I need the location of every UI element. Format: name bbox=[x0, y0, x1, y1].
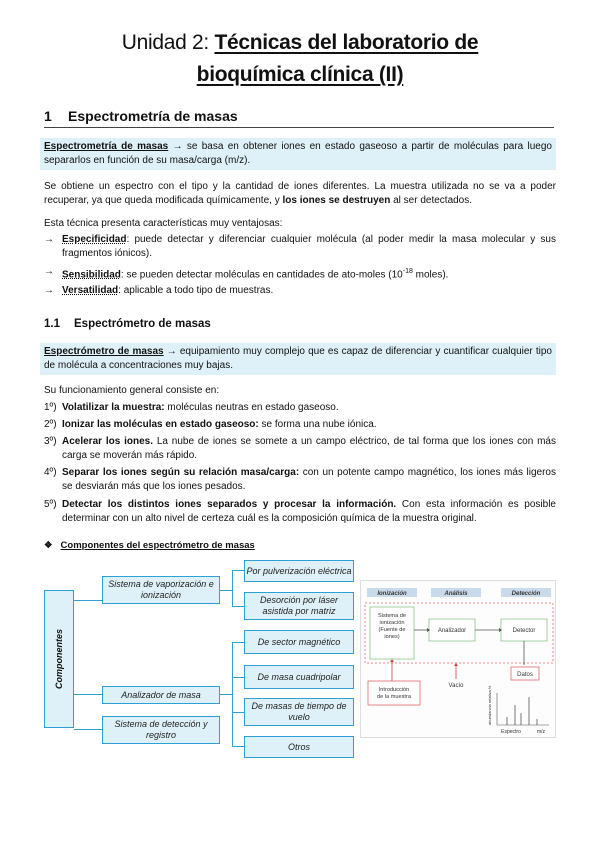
y-axis-label: abundancia relativa % bbox=[487, 685, 492, 725]
doc-title-line2 bbox=[0, 60, 600, 90]
arrow-head bbox=[454, 663, 458, 666]
bullet-arrow: → bbox=[44, 234, 54, 245]
step-term: Ionizar las moléculas en estado gaseoso: bbox=[62, 419, 259, 430]
mass-spec-figure bbox=[360, 580, 556, 738]
definition-term: Espectrometría de masas bbox=[44, 141, 169, 152]
definition-box bbox=[40, 138, 556, 170]
step-term: Acelerar los iones. bbox=[62, 436, 154, 447]
title-main-2: bioquímica clínica (II) bbox=[196, 63, 404, 86]
superscript: -18 bbox=[402, 268, 413, 275]
mz-label: m/z bbox=[536, 729, 546, 735]
connector bbox=[74, 600, 102, 601]
phase-label: Detección bbox=[511, 591, 541, 597]
para-text: Se obtiene un espectro con el tipo y la cantidad de iones diferentes. La muestra utilizada no se va a poder recuperar, ya que queda modificada químicamente, y bbox=[44, 181, 556, 206]
definition-term: Espectrómetro de masas bbox=[44, 346, 164, 357]
connector bbox=[232, 642, 233, 746]
step-item bbox=[44, 401, 556, 415]
bullet-arrow: → bbox=[44, 285, 54, 296]
subsection-heading bbox=[44, 318, 211, 330]
root-label: Componentes bbox=[54, 628, 64, 690]
definition-text: → equipamiento muy complejo que es capaz de diferenciar y cuantificar cualquier tipo de molécula a concentraciones muy bajas. bbox=[44, 346, 552, 371]
group-node: Sistema de vaporización e ionización bbox=[102, 576, 220, 604]
step-text: con un potente campo magnético, los iones más ligeros se desviarán más que los iones pesados. bbox=[62, 467, 556, 492]
phase-label: Ionización bbox=[377, 591, 407, 597]
connector bbox=[232, 746, 244, 747]
connector bbox=[74, 694, 102, 695]
sample-intro-label: Introducción de la muestra bbox=[377, 687, 411, 700]
connector bbox=[232, 642, 244, 643]
leaf-node: Desorción por láser asistida por matriz bbox=[244, 592, 354, 620]
bullet-term: Especificidad bbox=[62, 234, 127, 245]
leaf-node: De masas de tiempo de vuelo bbox=[244, 698, 354, 726]
step-item bbox=[44, 435, 556, 463]
step-term: Separar los iones según su relación masa/carga: bbox=[62, 467, 300, 478]
title-prefix: Unidad 2: bbox=[121, 31, 209, 54]
step-item bbox=[44, 418, 556, 432]
step-text: se forma una nube iónica. bbox=[258, 419, 377, 430]
connector bbox=[220, 694, 232, 695]
para-bold: los iones se destruyen bbox=[282, 195, 391, 206]
step-term: Volatilizar la muestra: bbox=[62, 402, 165, 413]
step-text: Con esta información es posible determinar con un alto nivel de certeza cuál es la composición química de la muestra original. bbox=[62, 499, 556, 524]
spectrum-label: Espectro bbox=[501, 729, 521, 735]
doc-title-line1 bbox=[0, 28, 600, 58]
section-heading bbox=[44, 108, 554, 128]
step-text: moléculas neutras en estado gaseoso. bbox=[164, 402, 339, 413]
arrow-head bbox=[390, 659, 394, 662]
bullet-arrow: → bbox=[44, 266, 54, 277]
definition-box bbox=[40, 343, 556, 375]
step-item bbox=[44, 466, 556, 494]
step-number: 1º) bbox=[44, 402, 57, 413]
bullet-text-end: moles). bbox=[412, 269, 449, 281]
para-text-end: al ser detectados. bbox=[390, 195, 473, 206]
phase-label: Análisis bbox=[444, 591, 468, 597]
vacuum-label: Vacío bbox=[448, 683, 464, 689]
connector bbox=[220, 590, 232, 591]
section-number: 1 bbox=[44, 108, 52, 124]
step-term: Detectar los distintos iones separados y procesar la información. bbox=[62, 499, 397, 510]
step-number: 4º) bbox=[44, 467, 57, 478]
analyzer-label: Analizador bbox=[437, 628, 467, 634]
sample-intro-box bbox=[368, 681, 420, 705]
section-title: Espectrometría de masas bbox=[68, 108, 238, 124]
steps-intro: Su funcionamiento general consiste en: bbox=[44, 385, 220, 396]
paragraph bbox=[44, 180, 556, 208]
step-number: 2º) bbox=[44, 419, 57, 430]
data-label: Datos bbox=[517, 672, 533, 678]
components-heading bbox=[44, 540, 255, 551]
root-node bbox=[44, 590, 74, 728]
group-node: Sistema de detección y registro bbox=[102, 716, 220, 744]
group-node: Analizador de masa bbox=[102, 686, 220, 704]
advantages-intro: Esta técnica presenta características muy ventajosas: bbox=[44, 218, 283, 229]
step-text: La nube de iones se somete a un campo eléctrico, de tal forma que los iones con más carga se moverán más rápido. bbox=[62, 436, 556, 461]
list-item bbox=[44, 284, 556, 298]
connector bbox=[232, 570, 244, 571]
bullet-text: : aplicable a todo tipo de muestras. bbox=[118, 285, 274, 296]
leaf-node: De masa cuadripolar bbox=[244, 665, 354, 689]
subsection-number: 1.1 bbox=[44, 318, 60, 330]
list-item bbox=[44, 265, 556, 282]
step-item bbox=[44, 498, 556, 526]
connector bbox=[232, 606, 244, 607]
bullet-text: : puede detectar y diferenciar cualquier molécula (al poder medir la masa molecular y sus fragmentos iónicos). bbox=[62, 234, 556, 259]
bullet-term: Sensibilidad bbox=[62, 269, 121, 281]
diamond-icon: ❖ bbox=[44, 540, 53, 551]
step-number: 3º) bbox=[44, 436, 57, 447]
leaf-node: Por pulverización eléctrica bbox=[244, 560, 354, 582]
connector bbox=[232, 677, 244, 678]
ion-system-label: Sistema de ionización (Fuente de iones) bbox=[378, 613, 406, 640]
list-item bbox=[44, 233, 556, 261]
bullet-text: : se pueden detectar moléculas en cantidades de ato-moles (10 bbox=[120, 269, 403, 281]
components-title: Componentes del espectrómetro de masas bbox=[60, 540, 255, 551]
connector bbox=[232, 712, 244, 713]
subsection-title: Espectrómetro de masas bbox=[74, 318, 211, 330]
step-number: 5º) bbox=[44, 499, 57, 510]
leaf-node: Otros bbox=[244, 736, 354, 758]
connector bbox=[74, 729, 102, 730]
bullet-term: Versatilidad bbox=[62, 285, 119, 296]
detector-label: Detector bbox=[512, 628, 536, 634]
leaf-node: De sector magnético bbox=[244, 630, 354, 654]
title-main-1: Técnicas del laboratorio de bbox=[214, 31, 479, 54]
definition-text: → se basa en obtener iones en estado gaseoso a partir de moléculas para luego separarlos en función de su masa/carga (m/z). bbox=[44, 141, 552, 166]
connector bbox=[232, 570, 233, 606]
